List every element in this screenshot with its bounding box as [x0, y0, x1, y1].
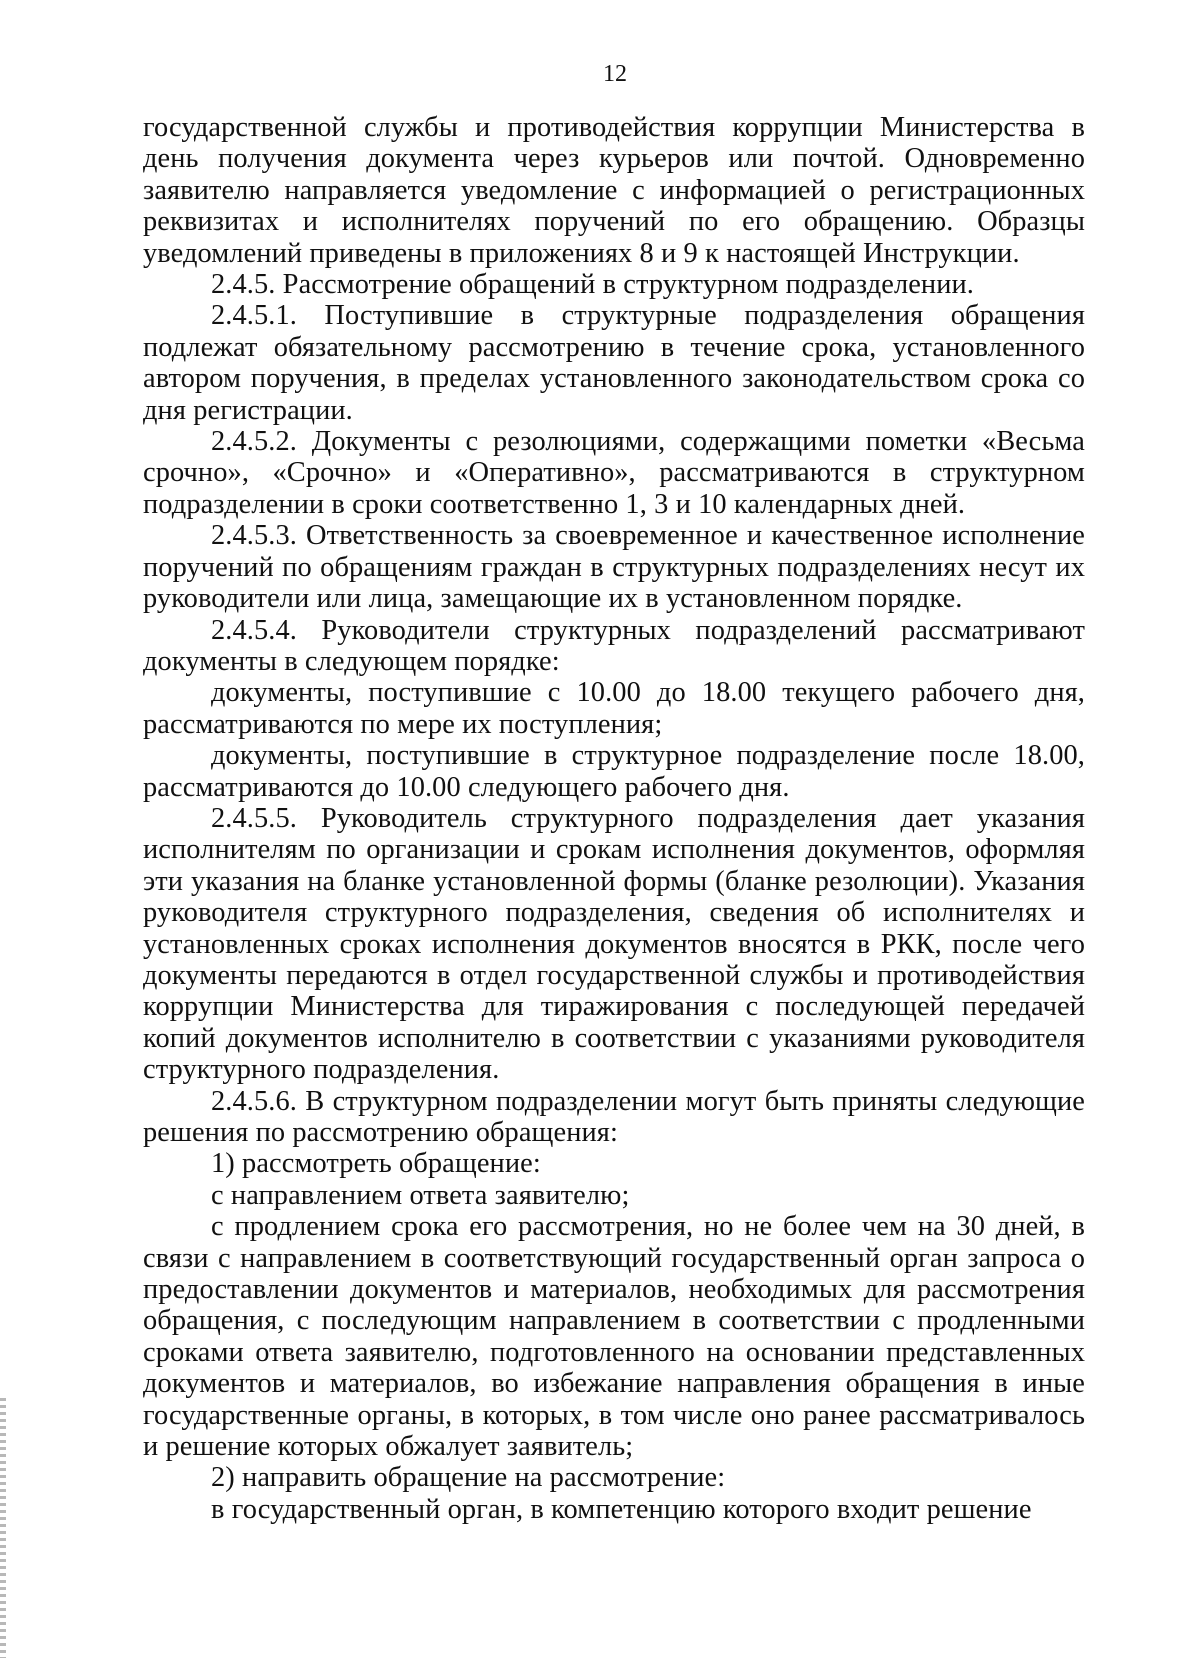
paragraph-2-4-5-3: 2.4.5.3. Ответственность за своевременное и качественное исполнение поручений по обращениям граждан в структурных подразделениях несут их руководители или лица, замещающие их в установленном порядке. [143, 520, 1085, 615]
paragraph-2-4-5-5: 2.4.5.5. Руководитель структурного подразделения дает указания исполнителям по организации и срокам исполнения документов, оформляя эти указания на бланке установленной формы (бланке резолюции). Указания руководителя структурного подразделения, сведения об исполнителях и установленных сроках исполнения документов вносятся в РКК, после чего документы передаются в отдел государственной службы и противодействия коррупции Министерства для тиражирования с последующей передачей копий документов исполнителю в соответствии с указаниями руководителя структурного подразделения. [143, 802, 1085, 1086]
paragraph-list-item: документы, поступившие с 10.00 до 18.00 текущего рабочего дня, рассматриваются по мере их поступления; [143, 677, 1085, 740]
paragraph-list-item: 2) направить обращение на рассмотрение: [211, 1462, 726, 1494]
page-number: 12 [603, 61, 627, 87]
paragraph-2-4-5-4: 2.4.5.4. Руководители структурных подразделений рассматривают документы в следующем порядке: [143, 614, 1085, 677]
paragraph-list-item: 1) рассмотреть обращение: [211, 1148, 541, 1180]
paragraph-2-4-5-1: 2.4.5.1. Поступившие в структурные подразделения обращения подлежат обязательному рассмотрению в течение срока, установленного автором поручения, в пределах установленного законодательством срока со дня регистрации. [143, 300, 1085, 426]
paragraph-list-item: документы, поступившие в структурное подразделение после 18.00, рассматриваются до 10.00 следующего рабочего дня. [143, 740, 1085, 803]
scan-edge-artifact [0, 1398, 6, 1658]
paragraph-2-4-5-2: 2.4.5.2. Документы с резолюциями, содержащими пометки «Весьма срочно», «Срочно» и «Оперативно», рассматриваются в структурном подразделении в сроки соответственно 1, 3 и 10 календарных дней. [143, 426, 1085, 520]
document-body [143, 112, 1085, 1525]
paragraph-list-item: с направлением ответа заявителю; [211, 1179, 630, 1211]
paragraph-continuation: государственной службы и противодействия коррупции Министерства в день получения документа через курьеров или почтой. Одновременно заявителю направляется уведомление с информацией о регистрационных реквизитах и исполнителях поручений по его обращению. Образцы уведомлений приведены в приложениях 8 и 9 к настоящей Инструкции. [143, 112, 1085, 269]
paragraph-list-item: с продлением срока его рассмотрения, но не более чем на 30 дней, в связи с направлением в соответствующий государственный орган запроса о предоставлении документов и материалов, необходимых для рассмотрения обращения, с последующим направлением в соответствии с продленными сроками ответа заявителю, подготовленного на основании представленных документов и материалов, во избежание направления обращения в иные государственные органы, в которых, в том числе оно ранее рассматривалось и решение которых обжалует заявитель; [143, 1211, 1085, 1463]
paragraph-2-4-5: 2.4.5. Рассмотрение обращений в структурном подразделении. [211, 269, 975, 301]
paragraph-2-4-5-6: 2.4.5.6. В структурном подразделении могут быть приняты следующие решения по рассмотрению обращения: [143, 1085, 1085, 1148]
paragraph-list-item: в государственный орган, в компетенцию которого входит решение [211, 1493, 1032, 1525]
